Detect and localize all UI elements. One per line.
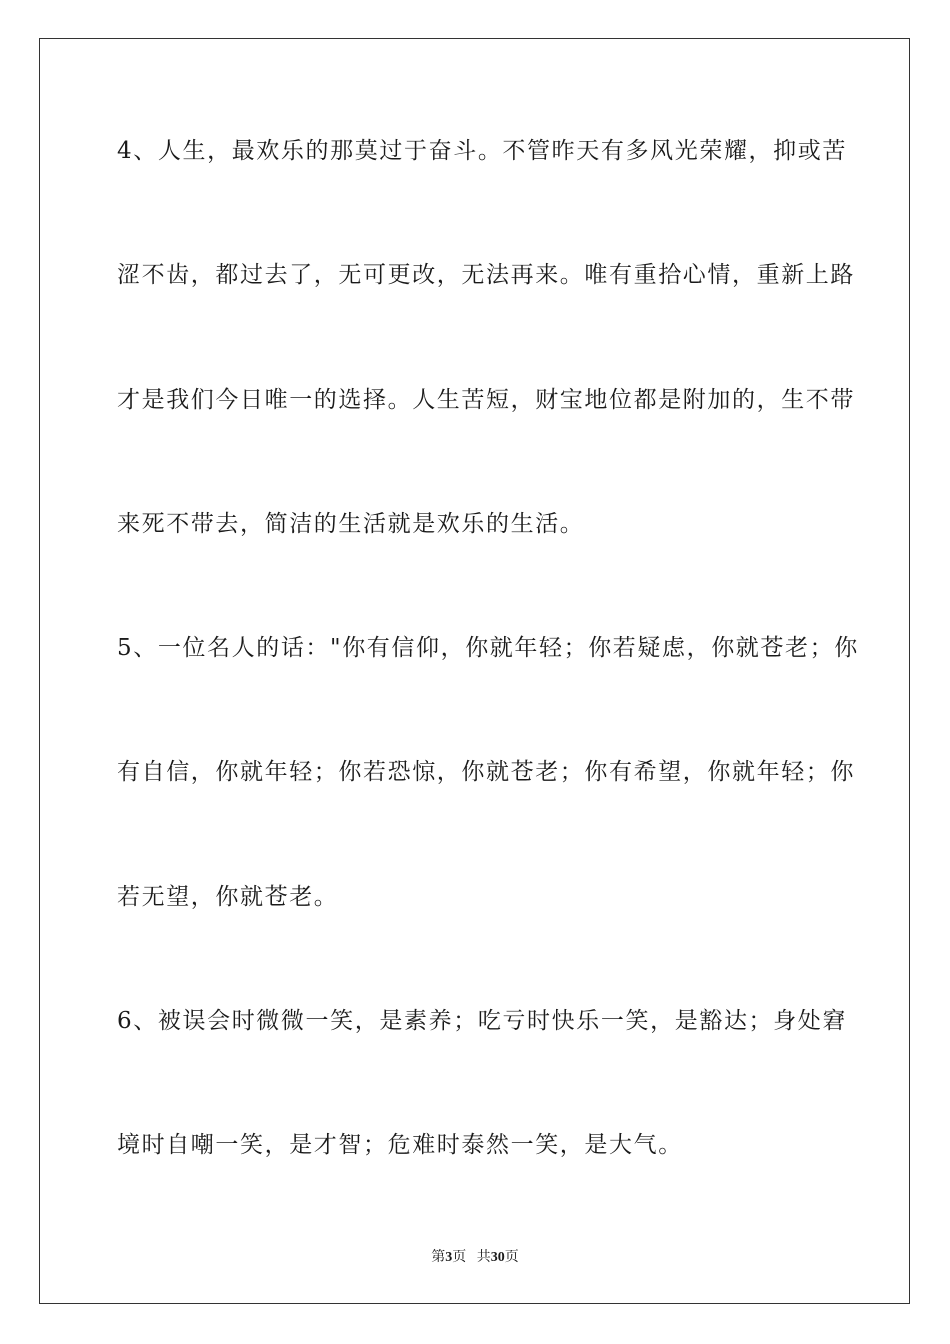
total-pages-suffix: 页 bbox=[504, 1250, 519, 1265]
paragraph-4-line-2: 涩不齿，都过去了，无可更改，无法再来。唯有重拾心情，重新上路 bbox=[117, 262, 855, 288]
paragraph-5-line-3: 若无望，你就苍老。 bbox=[117, 884, 339, 910]
page-border bbox=[39, 38, 910, 1304]
paragraph-6-line-1: 6、被误会时微微一笑，是素养；吃亏时快乐一笑，是豁达；身处窘 bbox=[117, 1008, 847, 1034]
page-footer bbox=[0, 1246, 950, 1266]
total-pages: 30 bbox=[490, 1250, 505, 1265]
page-number-prefix: 第 bbox=[431, 1250, 446, 1265]
total-pages-prefix: 共 bbox=[476, 1250, 491, 1265]
paragraph-5-line-1: 5、一位名人的话："你有信仰，你就年轻；你若疑虑，你就苍老；你 bbox=[117, 635, 859, 661]
page-number: 3 bbox=[445, 1250, 453, 1265]
page-number-suffix: 页 bbox=[452, 1250, 467, 1265]
paragraph-4-line-4: 来死不带去，简洁的生活就是欢乐的生活。 bbox=[117, 511, 585, 537]
paragraph-6-line-2: 境时自嘲一笑，是才智；危难时泰然一笑，是大气。 bbox=[117, 1132, 683, 1158]
paragraph-5-line-2: 有自信，你就年轻；你若恐惊，你就苍老；你有希望，你就年轻；你 bbox=[117, 759, 855, 785]
paragraph-4-line-3: 才是我们今日唯一的选择。人生苦短，财宝地位都是附加的，生不带 bbox=[117, 387, 855, 413]
paragraph-4-line-1: 4、人生，最欢乐的那莫过于奋斗。不管昨天有多风光荣耀，抑或苦 bbox=[117, 138, 847, 164]
